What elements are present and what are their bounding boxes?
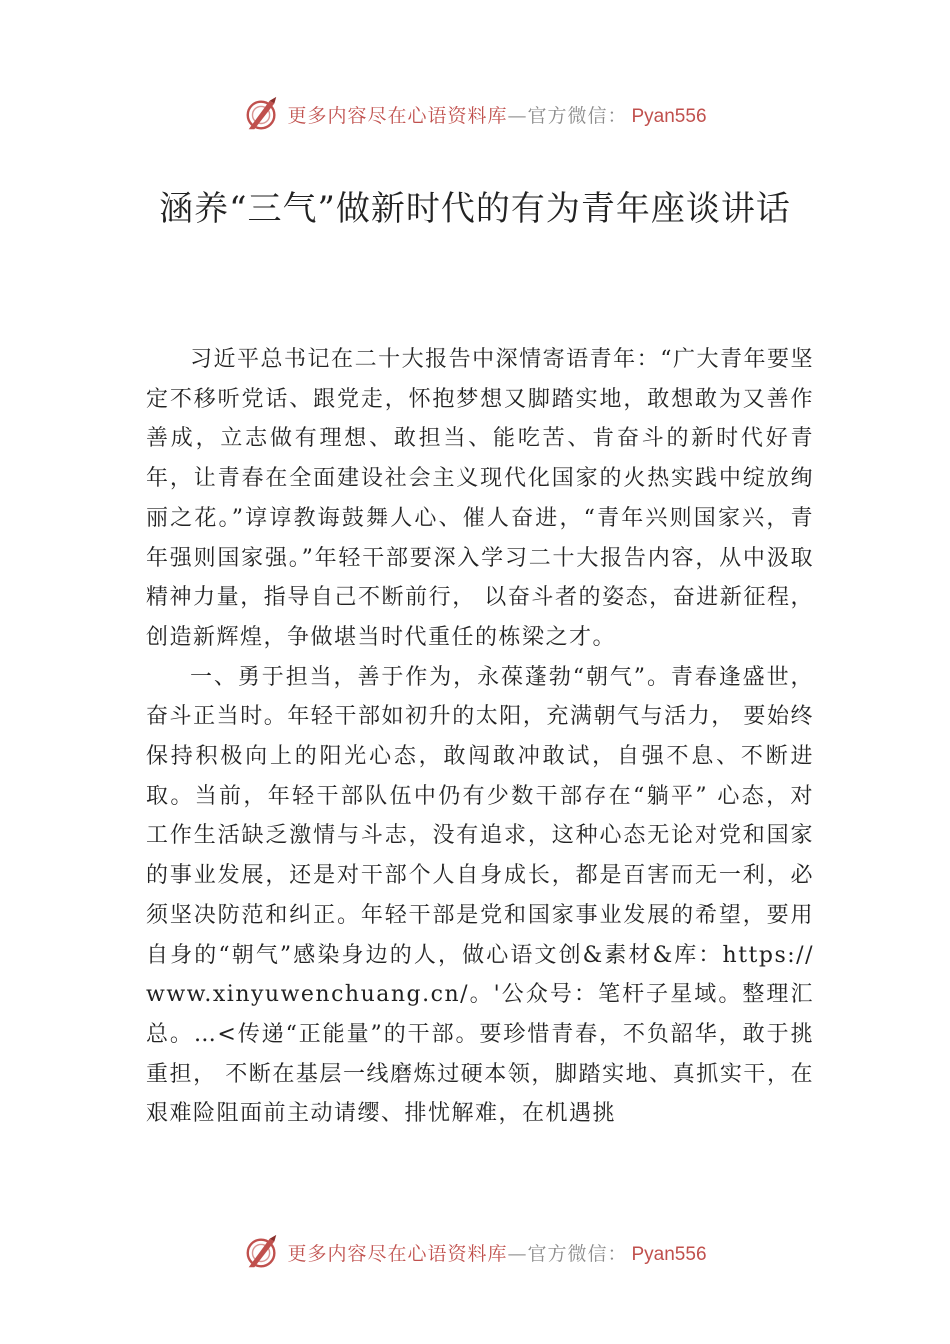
watermark-text: 更多内容尽在心语资料库—官方微信： Pyan556	[287, 104, 707, 127]
quill-pen-circle-icon	[243, 1233, 281, 1271]
document-body	[146, 340, 814, 1134]
document-title: 涵养“三气”做新时代的有为青年座谈讲话	[159, 189, 791, 229]
watermark-banner-bottom	[0, 1232, 950, 1272]
paragraph: 习近平总书记在二十大报告中深情寄语青年：“广大青年要坚定不移听党话、跟党走，怀抱梦想又脚踏实地，敢想敢为又善作善成，立志做有理想、敢担当、能吃苦、肯奋斗的新时代好青年，让青春在全面建设社会主义现代化国家的火热实践中绽放绚丽之花。”谆谆教诲鼓舞人心、催人奋进，“青年兴则国家兴，青年强则国家强。”年轻干部要深入学习二十大报告内容，从中汲取精神力量，指导自己不断前行， 以奋斗者的姿态，奋进新征程，创造新辉煌，争做堪当时代重任的栋梁之才。	[146, 347, 814, 650]
paragraph: 一、勇于担当，善于作为，永葆蓬勃“朝气”。青春逢盛世，奋斗正当时。年轻干部如初升的太阳，充满朝气与活力， 要始终保持积极向上的阳光心态，敢闯敢冲敢试，自强不息、不断进取。当前，年轻干部队伍中仍有少数干部存在“躺平” 心态，对工作生活缺乏激情与斗志，没有追求，这种心态无论对党和国家的事业发展，还是对干部个人自身成长，都是百害而无一利，必须坚决防范和纠正。年轻干部是党和国家事业发展的希望，要用自身的“朝气”感染身边的人，做心语文创&素材&库：https://www.xinyuwenchuang.cn/。'公众号：笔杆子星域。整理汇总。…<传递“正能量”的干部。要珍惜青春，不负韶华，敢于挑重担， 不断在基层一线磨炼过硬本领，脚踏实地、真抓实干，在艰难险阻面前主动请缨、排忧解难，在机遇挑	[146, 664, 814, 1127]
watermark-text: 更多内容尽在心语资料库—官方微信： Pyan556	[287, 1242, 707, 1265]
quill-pen-circle-icon	[243, 95, 281, 133]
watermark-banner-top	[0, 94, 950, 134]
